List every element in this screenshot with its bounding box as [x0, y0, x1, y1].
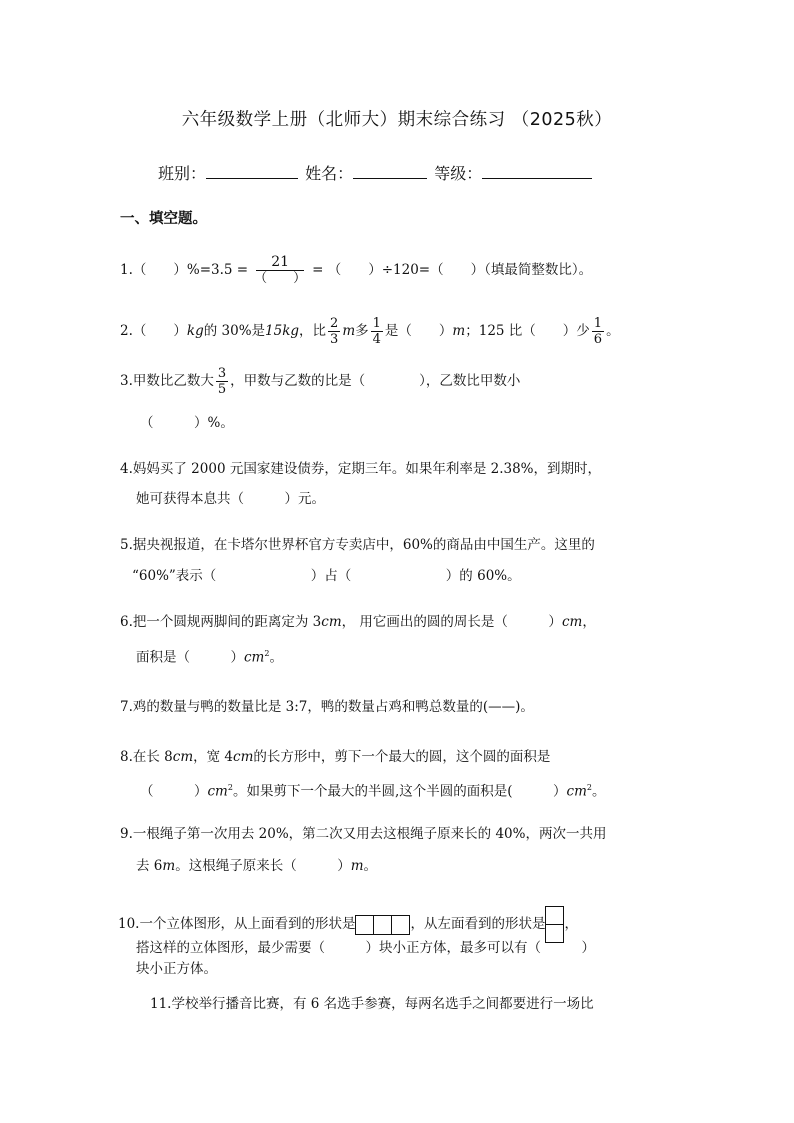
name-label: 姓名：: [305, 164, 354, 183]
square: [374, 916, 392, 934]
unit-cm: cm: [561, 614, 583, 630]
unit-cm: cm: [172, 749, 194, 765]
frac-num: 1: [372, 316, 381, 331]
q1-frac-num: 21: [271, 254, 290, 270]
squared-exponent: 2: [586, 783, 592, 792]
q1-text-b: = （ ）÷120=（ ）（填最简整数比）。: [312, 262, 593, 278]
question-4-line-2: 她可获得本息共（ ）元。: [136, 491, 325, 507]
q1-fraction: [252, 255, 308, 286]
question-2: [120, 316, 620, 347]
q8-text-d: （ ）: [140, 783, 208, 800]
name-blank[interactable]: [353, 163, 427, 179]
unit-cm: cm: [207, 783, 228, 800]
q2-fraction-2: [371, 316, 383, 347]
grade-blank[interactable]: [482, 163, 592, 179]
unit-cm: cm: [566, 783, 587, 800]
frac-num: 3: [217, 366, 227, 381]
grade-label: 等级：: [434, 164, 483, 183]
q8-text-a: 8.在长 8: [120, 749, 173, 765]
frac-num: 2: [330, 316, 339, 331]
unit-cm: cm: [244, 649, 265, 666]
q10-text-c: ，: [564, 916, 578, 932]
page-title: 六年级数学上册（北师大）期末综合练习 （2025秋）: [181, 110, 613, 130]
q10-text-b: ，从左面看到的形状是: [410, 916, 546, 932]
q9-text-c: 。: [363, 858, 378, 874]
frac-num: 1: [593, 316, 603, 331]
q6-text-e: 。: [269, 649, 283, 666]
frac-den: 4: [372, 332, 381, 347]
q9-text-b: 。这根绳子原来长（ ）: [175, 858, 351, 874]
section-heading-fill-blank: 一、填空题。: [120, 211, 207, 227]
q6-text-c: ，: [582, 614, 596, 630]
unit-m: m: [350, 858, 364, 874]
q6-text-b: ， 用它画出的圆的周长是（ ）: [341, 614, 562, 630]
q2-text-e: 多: [355, 323, 369, 339]
square: [392, 916, 409, 934]
q3-text-b: ，甲数与乙数的比是（ ），乙数比甲数小: [230, 373, 521, 389]
class-blank[interactable]: [206, 163, 298, 179]
question-5-line-1: 5.据央视报道，在卡塔尔世界杯官方专卖店中，60%的商品由中国生产。这里的: [120, 537, 595, 553]
squared-exponent: 2: [264, 649, 270, 658]
q2-text-a: 2.（ ）: [120, 323, 187, 339]
question-3: [120, 366, 520, 397]
frac-den: 5: [217, 382, 227, 397]
frac-den: 6: [593, 332, 603, 347]
q1-text-a: 1.（ ）%=3.5 =: [120, 262, 249, 278]
square: [546, 907, 563, 925]
unit-cm: cm: [233, 749, 254, 765]
question-5-line-2: “60%”表示（ ）占（ ）的 60%。: [132, 568, 521, 584]
unit-m: m: [452, 323, 466, 339]
student-info-row: [158, 161, 592, 184]
q10-text-a: 10.一个立体图形，从上面看到的形状是: [118, 916, 356, 932]
q2-text-g: ；125 比（ ）少: [465, 323, 590, 339]
squared-exponent: 2: [227, 783, 233, 792]
question-7: 7.鸡的数量与鸭的数量比是 3:7，鸭的数量占鸡和鸭总数量的(——)。: [120, 699, 534, 715]
question-8-line-2: [140, 778, 606, 802]
question-9-line-2: [136, 856, 377, 876]
q8-text-f: 。: [592, 783, 606, 800]
question-6-line-2: [136, 644, 283, 668]
unit-m: m: [162, 858, 176, 874]
class-label: 班别：: [158, 164, 207, 183]
question-9-line-1: 9.一根绳子第一次用去 20%，第二次又用去这根绳子原来长的 40%，两次一共用: [120, 826, 607, 842]
question-11: 11.学校举行播音比赛，有 6 名选手参赛，每两名选手之间都要进行一场比: [150, 996, 594, 1012]
q3-fraction: [216, 366, 228, 397]
unit-m: m: [342, 323, 356, 339]
q2-text-d: ，比: [299, 323, 327, 339]
q2-text-f: 是（ ）: [384, 323, 453, 339]
top-view-three-squares-figure: [355, 915, 410, 935]
unit-kg: kg: [282, 323, 300, 339]
question-10-line-3: 块小正方体。: [136, 961, 217, 977]
q1-frac-den: （ ）: [254, 271, 307, 286]
q2-text-h: 。: [606, 323, 620, 339]
question-8-line-1: [120, 747, 550, 767]
q6-text-d: 面积是（ ）: [136, 649, 244, 666]
square: [356, 916, 374, 934]
frac-den: 3: [330, 332, 339, 347]
q2-fraction-3: [592, 316, 604, 347]
q6-text-a: 6.把一个圆规两脚间的距离定为 3: [120, 614, 322, 630]
question-1: [120, 255, 592, 286]
unit-cm: cm: [321, 614, 342, 630]
question-6-line-1: [120, 612, 596, 632]
q3-text-a: 3.甲数比乙数大: [120, 373, 214, 389]
q2-value-15: 15: [265, 323, 283, 339]
q8-text-c: 的长方形中，剪下一个最大的圆，这个圆的面积是: [253, 749, 551, 765]
unit-kg: kg: [186, 323, 204, 339]
q8-text-e: 。如果剪下一个最大的半圆,这个半圆的面积是( ）: [232, 783, 567, 800]
question-3-line-2: （ ）%。: [140, 415, 234, 431]
q9-text-a: 去 6: [136, 858, 163, 874]
question-4-line-1: 4.妈妈买了 2000 元国家建设债券，定期三年。如果年利率是 2.38%，到期时，: [120, 461, 601, 477]
q8-text-b: ，宽 4: [193, 749, 234, 765]
question-10-line-2: 搭这样的立体图形，最少需要（ ）块小正方体，最多可以有（ ）: [136, 940, 595, 956]
q2-fraction-1: [328, 316, 340, 347]
q2-text-b: 的 30%是: [203, 323, 266, 339]
